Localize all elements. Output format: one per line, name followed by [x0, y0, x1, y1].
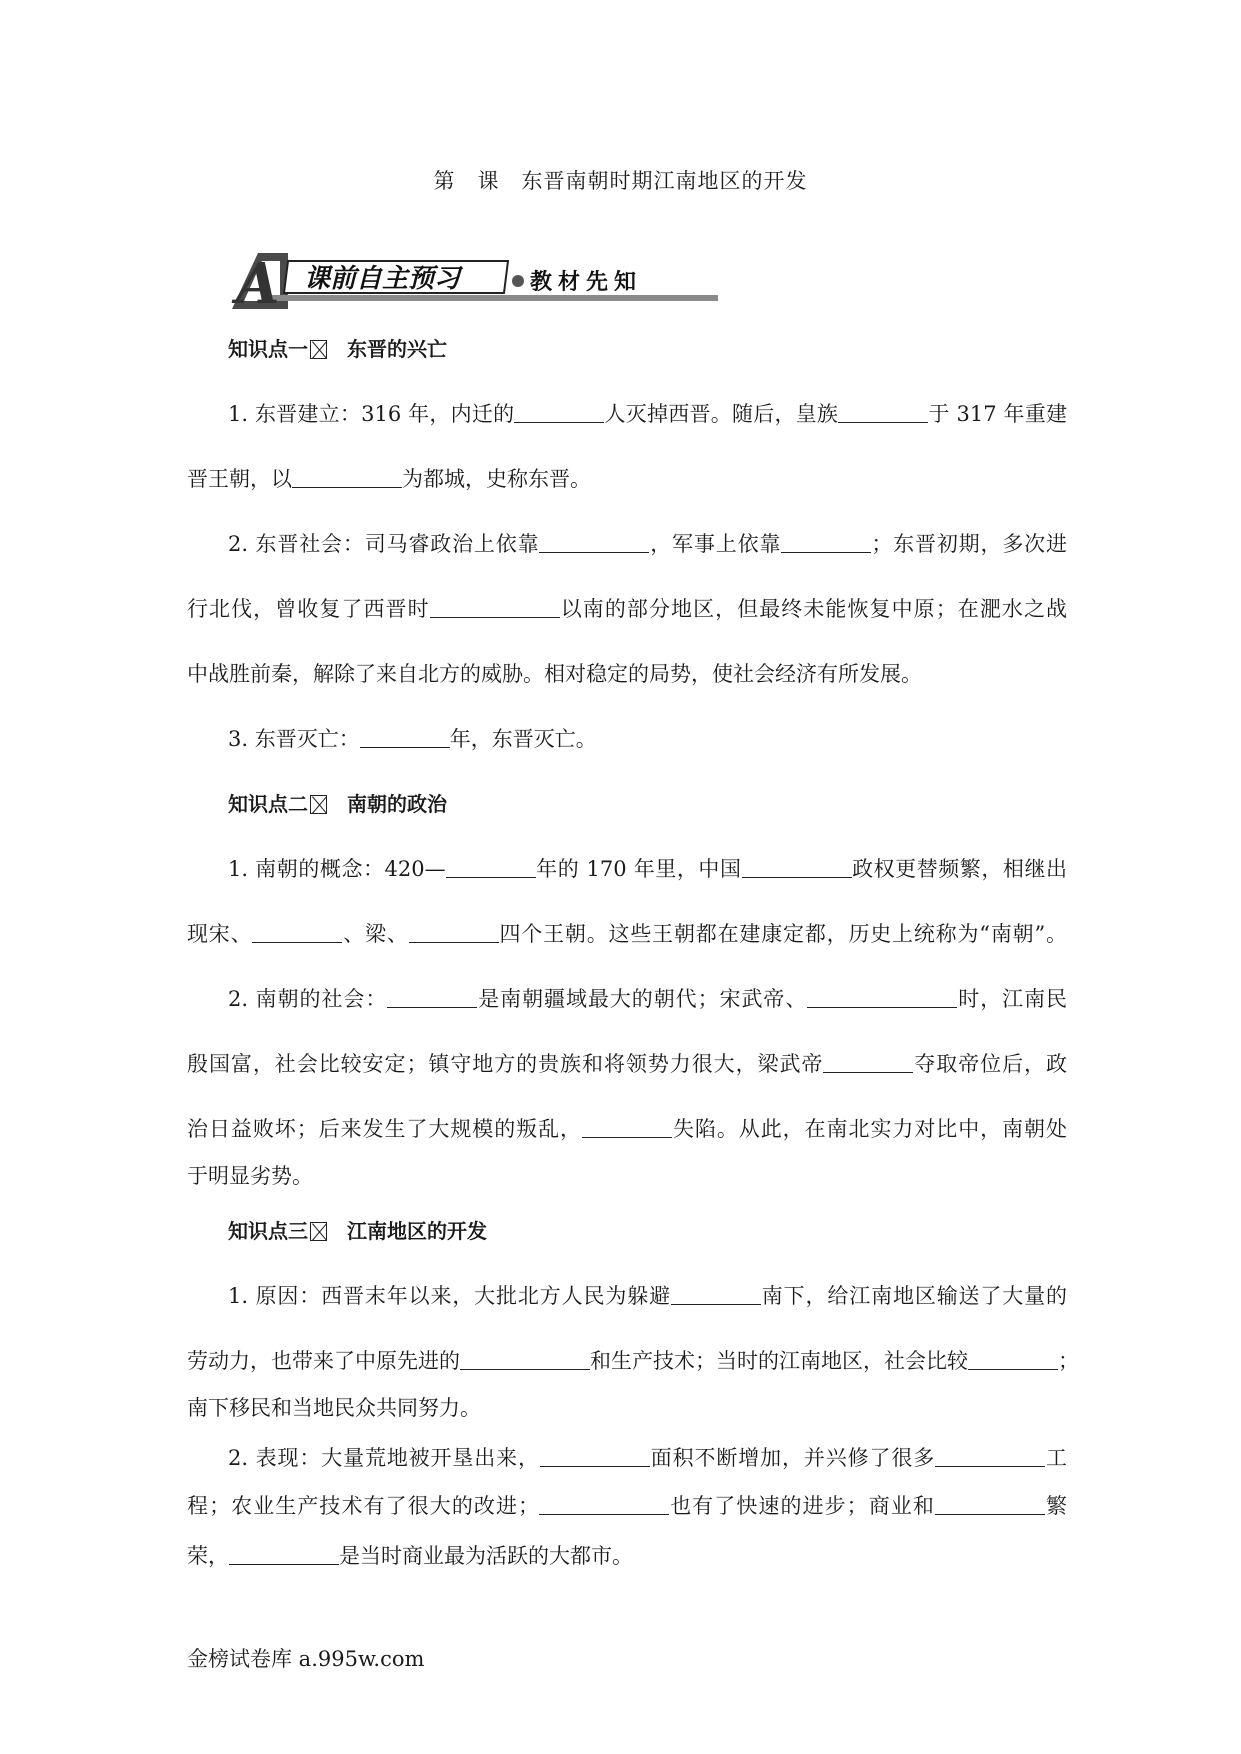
section-label: 知识点三 — [228, 1219, 308, 1243]
fill-blank[interactable] — [514, 402, 604, 423]
banner-letter: A — [236, 253, 280, 309]
text-line: 现宋、 、梁、 四个王朝。这些王朝都在建康定都，历史上统称为“南朝”。 — [187, 922, 1068, 946]
fill-blank[interactable] — [582, 1117, 672, 1138]
checkbox-icon — [310, 795, 327, 814]
fill-blank[interactable] — [539, 1494, 669, 1515]
fill-blank[interactable] — [540, 1446, 650, 1467]
fill-blank[interactable] — [446, 857, 536, 878]
text-line: 治日益败坏；后来发生了大规模的叛乱， 失陷。从此，在南北实力对比中，南朝处 — [187, 1117, 1067, 1141]
section-heading-2 — [228, 788, 447, 817]
text-line: 南下移民和当地民众共同努力。 — [187, 1396, 481, 1420]
section-label: 知识点二 — [228, 792, 308, 816]
text-line: 1. 南朝的概念：420— 年的 170 年里，中国 政权更替频繁，相继出 — [228, 857, 1067, 881]
text-line: 劳动力，也带来了中原先进的 和生产技术；当时的江南地区，社会比较 ； — [187, 1349, 1079, 1373]
fill-blank[interactable] — [360, 727, 450, 748]
footer-watermark: 金榜试卷库 a.995w.com — [187, 1647, 425, 1671]
text-line: 行北伐，曾收复了西晋时 以南的部分地区，但最终未能恢复中原；在淝水之战 — [187, 597, 1068, 621]
banner-main-text: 课前自主预习 — [304, 264, 461, 294]
fill-blank[interactable] — [539, 532, 649, 553]
fill-blank[interactable] — [935, 1494, 1045, 1515]
text-line: 2. 南朝的社会： 是南朝疆域最大的朝代；宋武帝、 时，江南民 — [228, 987, 1068, 1011]
fill-blank[interactable] — [409, 922, 499, 943]
checkbox-icon — [310, 340, 327, 359]
text-line: 程；农业生产技术有了很大的改进； 也有了快速的进步；商业和 繁 — [187, 1494, 1068, 1518]
text-line: 1. 原因：西晋末年以来，大批北方人民为躲避 南下，给江南地区输送了大量的 — [228, 1284, 1067, 1308]
fill-blank[interactable] — [430, 597, 560, 618]
text-line: 殷国富，社会比较安定；镇守地方的贵族和将领势力很大，梁武帝 夺取帝位后，政 — [187, 1052, 1068, 1076]
text-line: 2. 东晋社会：司马睿政治上依靠 ，军事上依靠 ；东晋初期，多次进 — [228, 532, 1068, 556]
fill-blank[interactable] — [968, 1349, 1058, 1370]
fill-blank[interactable] — [935, 1446, 1045, 1467]
fill-blank[interactable] — [229, 1544, 339, 1565]
section-title: 江南地区的开发 — [347, 1219, 487, 1243]
fill-blank[interactable] — [671, 1284, 761, 1305]
text-line: 荣， 是当时商业最为活跃的大都市。 — [187, 1544, 633, 1568]
fill-blank[interactable] — [460, 1349, 590, 1370]
text-line: 2. 表现：大量荒地被开垦出来， 面积不断增加，并兴修了很多 工 — [228, 1446, 1068, 1470]
section-banner — [228, 253, 718, 309]
text-line: 1. 东晋建立：316 年，内迁的 人灭掉西晋。随后，皇族 于 317 年重建 — [228, 402, 1068, 426]
section-heading-1 — [228, 333, 447, 362]
banner-sub-text: 教材先知 — [530, 270, 643, 295]
fill-blank[interactable] — [742, 857, 852, 878]
fill-blank[interactable] — [252, 922, 342, 943]
section-label: 知识点一 — [228, 337, 308, 361]
fill-blank[interactable] — [838, 402, 928, 423]
text-line: 中战胜前秦，解除了来自北方的威胁。相对稳定的局势，使社会经济有所发展。 — [187, 662, 922, 686]
fill-blank[interactable] — [823, 1052, 913, 1073]
fill-blank[interactable] — [781, 532, 871, 553]
fill-blank[interactable] — [292, 467, 402, 488]
text-line: 3. 东晋灭亡： 年，东晋灭亡。 — [228, 727, 597, 751]
section-heading-3 — [228, 1215, 487, 1244]
page-title: 第 课 东晋南朝时期江南地区的开发 — [433, 169, 808, 193]
text-line: 于明显劣势。 — [187, 1164, 313, 1188]
text-line: 晋王朝，以 为都城，史称东晋。 — [187, 467, 591, 491]
section-title: 东晋的兴亡 — [347, 337, 447, 361]
fill-blank[interactable] — [807, 987, 957, 1008]
checkbox-icon — [310, 1222, 327, 1241]
fill-blank[interactable] — [387, 987, 477, 1008]
section-title: 南朝的政治 — [347, 792, 447, 816]
